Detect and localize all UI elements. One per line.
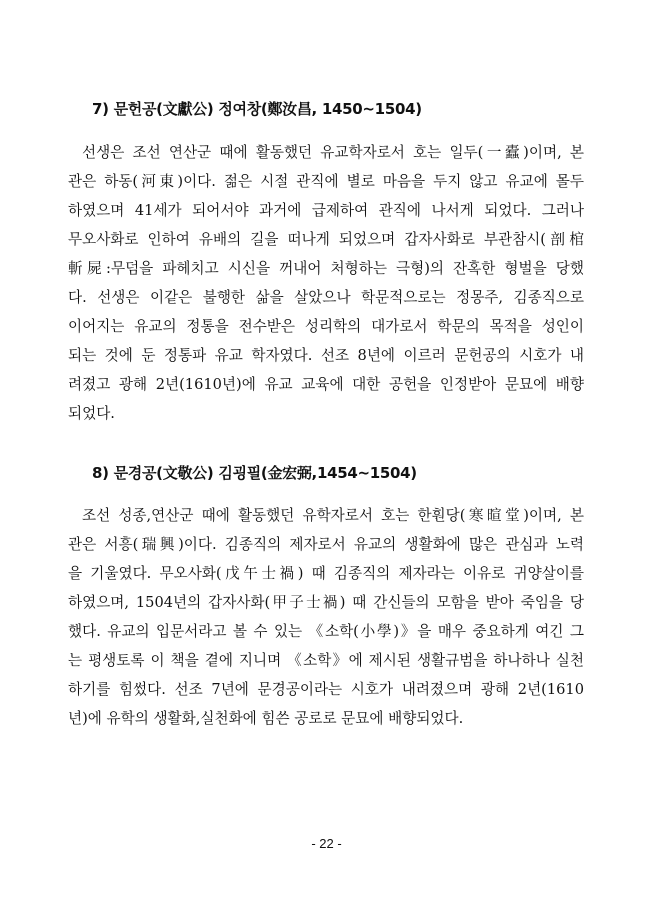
- body-line: 했다. 유교의 입문서라고 볼 수 있는 《소학(小學)》을 매우 중요하게 여긴 그: [68, 623, 584, 640]
- body-line: 려졌고 광해 2년(1610년)에 유교 교육에 대한 공헌을 인정받아 문묘에 배향: [68, 376, 584, 393]
- body-line: 조선 성종,연산군 때에 활동했던 유학자로서 호는 한훤당(寒暄堂)이며, 본: [82, 507, 584, 524]
- body-line: 하였으며, 1504년의 갑자사화(甲子士禍) 때 간신들의 모함을 받아 죽임을 당: [68, 594, 584, 611]
- body-line: 다. 선생은 이같은 불행한 삶을 살았으나 학문적으로는 정몽주, 김종직으로: [68, 289, 584, 306]
- body-line: 선생은 조선 연산군 때에 활동했던 유교학자로서 호는 일두(一蠹)이며, 본: [82, 144, 584, 161]
- body-line: 하였으며 41세가 되어서야 과거에 급제하여 관직에 나서게 되었다. 그러나: [68, 202, 584, 219]
- body-line: 는 평생토록 이 책을 곁에 지니며 《소학》에 제시된 생활규범을 하나하나 실천: [68, 652, 584, 669]
- body-line: 관은 서흥(瑞興)이다. 김종직의 제자로서 유교의 생활화에 많은 관심과 노력: [68, 536, 584, 553]
- body-line: 되었다.: [68, 405, 115, 422]
- body-line: 무오사화로 인하여 유배의 길을 떠나게 되었으며 갑자사화로 부관참시(剖棺: [68, 231, 584, 248]
- body-line: 년)에 유학의 생활화,실천화에 힘쓴 공로로 문묘에 배향되었다.: [68, 710, 464, 727]
- body-line: 을 기울였다. 무오사화(戊午士禍) 때 김종직의 제자라는 이유로 귀양살이를: [68, 565, 584, 582]
- section-heading-7: 7) 문헌공(文獻公) 정여창(鄭汝昌, 1450~1504): [92, 100, 422, 118]
- body-line: 斬屍:무덤을 파헤치고 시신을 꺼내어 처형하는 극형)의 잔혹한 형벌을 당했: [68, 260, 584, 277]
- section-heading-8: 8) 문경공(文敬公) 김굉필(金宏弼,1454~1504): [92, 464, 417, 482]
- body-line: 되는 것에 둔 정통파 유교 학자였다. 선조 8년에 이르러 문헌공의 시호가 내: [68, 347, 584, 364]
- body-line: 관은 하동(河東)이다. 젊은 시절 관직에 별로 마음을 두지 않고 유교에 몰두: [68, 173, 584, 190]
- body-line: 이어지는 유교의 정통을 전수받은 성리학의 대가로서 학문의 목적을 성인이: [68, 318, 584, 335]
- page-number: - 22 -: [311, 836, 342, 851]
- body-line: 하기를 힘썼다. 선조 7년에 문경공이라는 시호가 내려졌으며 광해 2년(1610: [68, 681, 584, 698]
